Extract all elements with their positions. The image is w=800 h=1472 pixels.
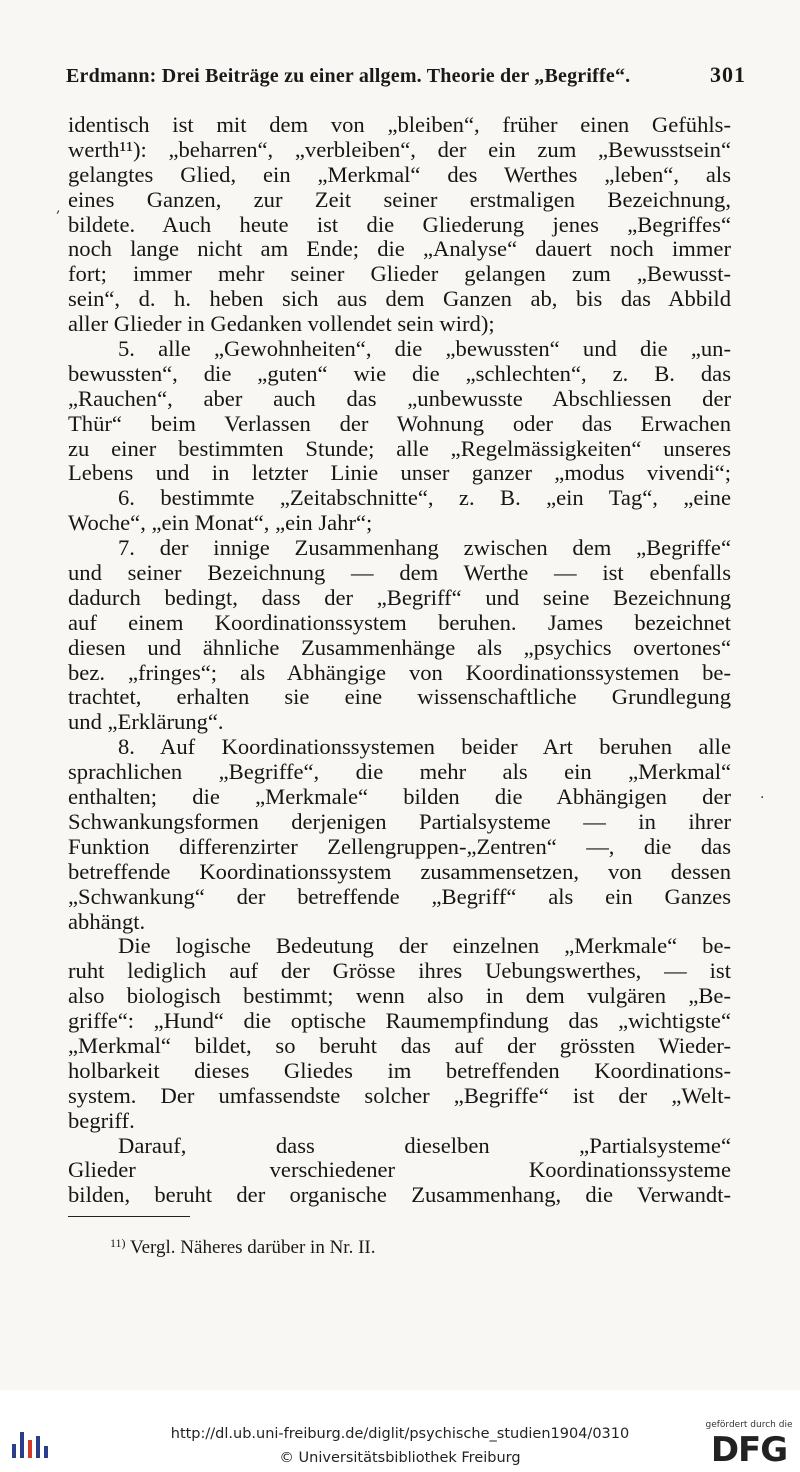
running-header xyxy=(66,62,746,92)
text-line: werth¹¹): „beharren“, „verbleiben“, der ein zum „Bewusstsein“ xyxy=(68,136,731,162)
text-line: begriff. xyxy=(68,1107,135,1133)
text-line: Woche“, „ein Monat“, „ein Jahr“; xyxy=(68,510,373,536)
text-line: und „Erklärung“. xyxy=(68,709,224,735)
text-line: dadurch bedingt, dass der „Begriff“ und seine Bezeichnung xyxy=(68,584,731,610)
text-line: gelangtes Glied, ein „Merkmal“ des Werthes „leben“, als xyxy=(68,161,731,187)
text-line: also biologisch bestimmt; wenn also in dem vulgären „Be- xyxy=(68,983,731,1009)
text-line: bildete. Auch heute ist die Gliederung jenes „Begriffes“ xyxy=(68,211,731,237)
text-line: griffe“: „Hund“ die optische Raumempfindung das „wichtigste“ xyxy=(68,1008,731,1034)
text-line: „Rauchen“, aber auch das „unbewusste Abschliessen der xyxy=(68,385,731,411)
text-line: Glieder verschiedener Koordinationssysteme xyxy=(68,1157,731,1183)
text-line: enthalten; die „Merkmale“ bilden die Abhängigen der xyxy=(68,784,731,810)
footnote-marker: 11) xyxy=(110,1236,126,1250)
text-line: „Merkmal“ bildet, so beruht das auf der grössten Wieder- xyxy=(68,1032,731,1058)
dfg-logo-icon xyxy=(704,1420,794,1470)
text-line: fort; immer mehr seiner Glieder gelangen zum „Bewusst- xyxy=(68,261,731,287)
margin-speck: , xyxy=(56,200,61,216)
footnote-text: Vergl. Näheres darüber in Nr. II. xyxy=(129,1237,376,1258)
text-line: „Schwankung“ der betreffende „Begriff“ als ein Ganzes xyxy=(68,883,731,909)
text-line: bez. „fringes“; als Abhängige von Koordinationssystemen be- xyxy=(68,659,731,685)
text-line: bilden, beruht der organische Zusammenhang, die Verwandt- xyxy=(68,1182,731,1208)
footnote-divider xyxy=(68,1216,190,1217)
funder-logo: DFG xyxy=(710,1430,788,1470)
text-line: zu einer bestimmten Stunde; alle „Regelmässigkeiten“ unseres xyxy=(68,435,731,461)
text-line: Thür“ beim Verlassen der Wohnung oder das Erwachen xyxy=(68,410,731,436)
text-line: sprachlichen „Begriffe“, die mehr als ein „Merkmal“ xyxy=(68,759,731,785)
text-line: betreffende Koordinationssystem zusammensetzen, von dessen xyxy=(68,858,731,884)
copyright-notice: © Universitätsbibliothek Freiburg xyxy=(279,1450,521,1466)
text-line: system. Der umfassendste solcher „Begriffe“ ist der „Welt- xyxy=(68,1082,731,1108)
permalink[interactable]: http://dl.ub.uni-freiburg.de/diglit/psychische_studien1904/0310 xyxy=(170,1426,630,1442)
text-line: sein“, d. h. heben sich aus dem Ganzen ab, bis das Abbild xyxy=(68,286,731,312)
text-line: 8. Auf Koordinationssystemen beider Art beruhen alle xyxy=(118,734,731,760)
text-line: aller Glieder in Gedanken vollendet sein wird); xyxy=(68,311,495,337)
text-line: bewussten“, die „guten“ wie die „schlechten“, z. B. das xyxy=(68,360,731,386)
margin-speck: · xyxy=(760,790,765,806)
text-line: Lebens und in letzter Linie unser ganzer „modus vivendi“; xyxy=(68,460,731,486)
funder-caption: gefördert durch die xyxy=(705,1420,793,1430)
running-title: Erdmann: Drei Beiträge zu einer allgem. Theorie der „Begriffe“. xyxy=(66,65,631,87)
text-line: 6. bestimmte „Zeitabschnitte“, z. B. „ein Tag“, „eine xyxy=(118,485,731,511)
text-line: Die logische Bedeutung der einzelnen „Merkmale“ be- xyxy=(118,933,731,959)
text-line: noch lange nicht am Ende; die „Analyse“ dauert noch immer xyxy=(68,236,731,262)
text-line: und seiner Bezeichnung — dem Werthe — ist ebenfalls xyxy=(68,560,731,586)
text-line: trachtet, erhalten sie eine wissenschaftliche Grundlegung xyxy=(68,684,731,710)
footnote xyxy=(110,1236,376,1259)
text-line: identisch ist mit dem von „bleiben“, früher einen Gefühls- xyxy=(68,112,731,137)
text-line: Darauf, dass dieselben „Partialsysteme“ xyxy=(118,1132,731,1158)
text-line: Funktion differenzirter Zellengruppen-„Zentren“ —, die das xyxy=(68,833,731,859)
text-line: 5. alle „Gewohnheiten“, die „bewussten“ und die „un- xyxy=(118,336,731,362)
body-text xyxy=(68,113,731,1208)
page-number: 301 xyxy=(710,62,746,87)
text-line: 7. der innige Zusammenhang zwischen dem „Begriffe“ xyxy=(118,535,731,561)
viewer-footer xyxy=(0,1410,800,1472)
text-line: ruht lediglich auf der Grösse ihres Uebungswerthes, — ist xyxy=(68,958,731,984)
text-line: Schwankungsformen derjenigen Partialsysteme — in ihrer xyxy=(68,808,731,834)
text-line: holbarkeit dieses Gliedes im betreffenden Koordinations- xyxy=(68,1057,731,1083)
text-line: eines Ganzen, zur Zeit seiner erstmaligen Bezeichnung, xyxy=(68,186,731,212)
text-line: diesen und ähnliche Zusammenhänge als „psychics overtones“ xyxy=(68,634,731,660)
text-line: auf einem Koordinationssystem beruhen. James bezeichnet xyxy=(68,609,731,635)
text-line: abhängt. xyxy=(68,908,146,934)
